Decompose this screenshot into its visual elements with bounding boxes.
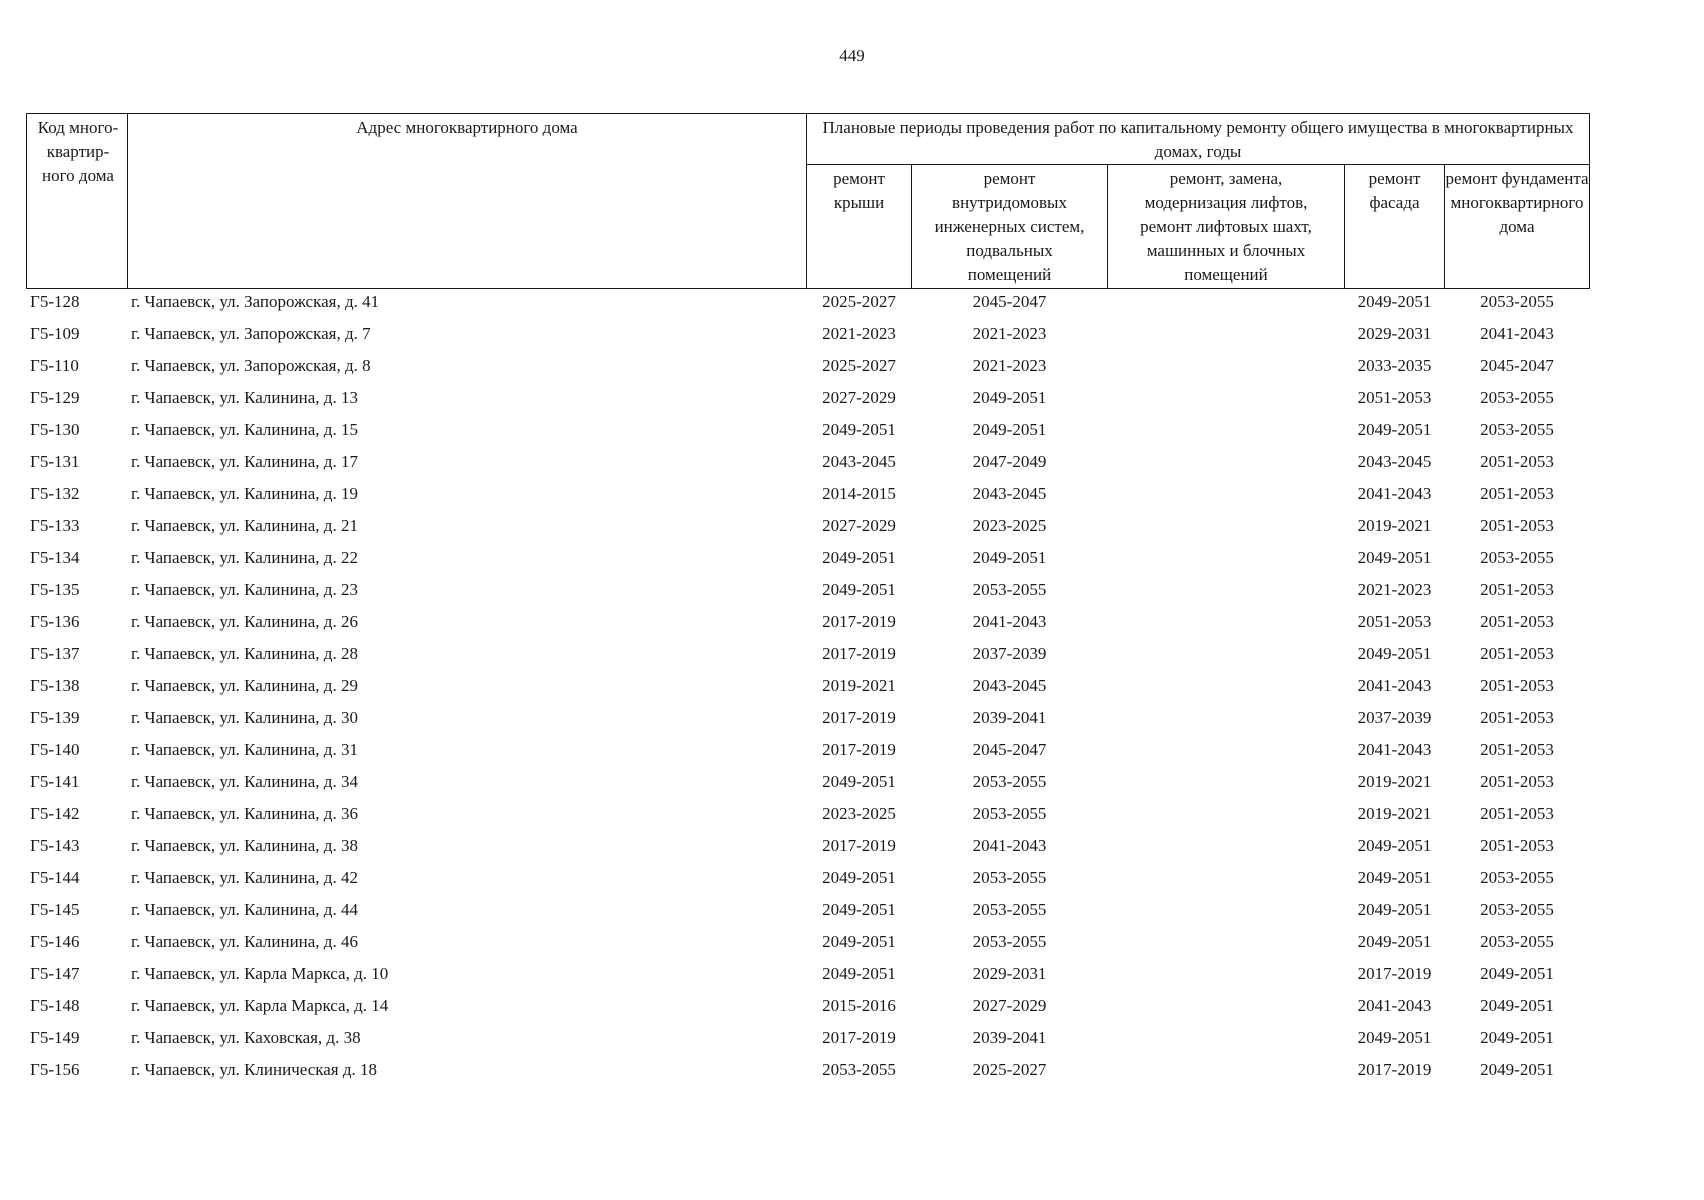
cell-facade: 2033-2035 <box>1357 356 1432 375</box>
cell-engineering: 2045-2047 <box>972 740 1047 759</box>
header-lifts <box>1107 164 1345 289</box>
cell-address: г. Чапаевск, ул. Калинина, д. 26 <box>131 612 358 631</box>
table-row <box>26 609 1590 641</box>
cell-engineering: 2045-2047 <box>972 292 1047 311</box>
cell-engineering: 2037-2039 <box>972 644 1047 663</box>
cell-code: Г5-128 <box>30 292 80 311</box>
header-facade <box>1344 164 1445 289</box>
cell-facade: 2049-2051 <box>1357 420 1432 439</box>
cell-code: Г5-142 <box>30 804 80 823</box>
header-code-line: Код много- <box>37 118 119 137</box>
cell-engineering: 2021-2023 <box>972 324 1047 343</box>
cell-code: Г5-149 <box>30 1028 80 1047</box>
cell-code: Г5-147 <box>30 964 80 983</box>
cell-foundation: 2051-2053 <box>1480 740 1554 759</box>
cell-roof: 2049-2051 <box>822 580 896 599</box>
cell-foundation: 2053-2055 <box>1480 900 1554 919</box>
cell-roof: 2025-2027 <box>822 356 896 375</box>
cell-address: г. Чапаевск, ул. Калинина, д. 42 <box>131 868 358 887</box>
table-row <box>26 289 1590 321</box>
cell-foundation: 2051-2053 <box>1480 708 1554 727</box>
cell-code: Г5-146 <box>30 932 80 951</box>
cell-engineering: 2047-2049 <box>972 452 1047 471</box>
table-row <box>26 577 1590 609</box>
cell-roof: 2025-2027 <box>822 292 896 311</box>
cell-facade: 2041-2043 <box>1357 484 1432 503</box>
cell-roof: 2049-2051 <box>822 964 896 983</box>
cell-roof: 2014-2015 <box>822 484 896 503</box>
cell-address: г. Чапаевск, ул. Калинина, д. 34 <box>131 772 358 791</box>
cell-address: г. Чапаевск, ул. Калинина, д. 13 <box>131 388 358 407</box>
header-foundation <box>1444 164 1590 289</box>
cell-engineering: 2049-2051 <box>972 548 1047 567</box>
cell-facade: 2049-2051 <box>1357 1028 1432 1047</box>
cell-facade: 2019-2021 <box>1357 516 1432 535</box>
cell-facade: 2049-2051 <box>1357 868 1432 887</box>
cell-roof: 2027-2029 <box>822 388 896 407</box>
cell-facade: 2041-2043 <box>1357 996 1432 1015</box>
cell-address: г. Чапаевск, ул. Калинина, д. 17 <box>131 452 358 471</box>
header-facade-line: ремонт <box>1368 169 1421 188</box>
header-roof-line: ремонт <box>833 169 885 188</box>
cell-foundation: 2053-2055 <box>1480 932 1554 951</box>
header-lifts-line: машинных и блочных <box>1146 241 1306 260</box>
cell-foundation: 2051-2053 <box>1480 772 1554 791</box>
table-row <box>26 833 1590 865</box>
cell-facade: 2049-2051 <box>1357 932 1432 951</box>
cell-address: г. Чапаевск, ул. Калинина, д. 44 <box>131 900 358 919</box>
header-roof <box>806 164 912 289</box>
cell-engineering: 2025-2027 <box>972 1060 1047 1079</box>
cell-code: Г5-129 <box>30 388 80 407</box>
cell-code: Г5-131 <box>30 452 80 471</box>
cell-code: Г5-144 <box>30 868 80 887</box>
cell-code: Г5-134 <box>30 548 80 567</box>
cell-facade: 2019-2021 <box>1357 772 1432 791</box>
header-code-line: квартир- <box>46 142 110 161</box>
cell-engineering: 2043-2045 <box>972 484 1047 503</box>
table-row <box>26 353 1590 385</box>
cell-foundation: 2053-2055 <box>1480 292 1554 311</box>
cell-address: г. Чапаевск, ул. Калинина, д. 23 <box>131 580 358 599</box>
cell-facade: 2041-2043 <box>1357 740 1432 759</box>
cell-engineering: 2021-2023 <box>972 356 1047 375</box>
cell-code: Г5-148 <box>30 996 80 1015</box>
cell-facade: 2043-2045 <box>1357 452 1432 471</box>
table-row <box>26 481 1590 513</box>
header-foundation-line: дома <box>1499 217 1535 236</box>
table-row <box>26 449 1590 481</box>
cell-foundation: 2045-2047 <box>1480 356 1554 375</box>
cell-address: г. Чапаевск, ул. Калинина, д. 46 <box>131 932 358 951</box>
table-row <box>26 673 1590 705</box>
cell-engineering: 2053-2055 <box>972 932 1047 951</box>
cell-facade: 2049-2051 <box>1357 836 1432 855</box>
cell-foundation: 2051-2053 <box>1480 580 1554 599</box>
cell-foundation: 2049-2051 <box>1480 996 1554 1015</box>
cell-address: г. Чапаевск, ул. Калинина, д. 31 <box>131 740 358 759</box>
cell-roof: 2049-2051 <box>822 420 896 439</box>
cell-foundation: 2053-2055 <box>1480 548 1554 567</box>
cell-roof: 2017-2019 <box>822 740 896 759</box>
table-row <box>26 545 1590 577</box>
table-row <box>26 417 1590 449</box>
header-engineering-line: помещений <box>967 265 1052 284</box>
page-number: 449 <box>839 46 865 65</box>
cell-foundation: 2049-2051 <box>1480 964 1554 983</box>
cell-facade: 2021-2023 <box>1357 580 1432 599</box>
table-row <box>26 1057 1590 1089</box>
cell-code: Г5-143 <box>30 836 80 855</box>
cell-roof: 2023-2025 <box>822 804 896 823</box>
cell-roof: 2053-2055 <box>822 1060 896 1079</box>
table-row <box>26 769 1590 801</box>
cell-engineering: 2023-2025 <box>972 516 1047 535</box>
table-row <box>26 321 1590 353</box>
cell-address: г. Чапаевск, ул. Калинина, д. 19 <box>131 484 358 503</box>
header-lifts-line: помещений <box>1184 265 1268 284</box>
cell-facade: 2051-2053 <box>1357 388 1432 407</box>
cell-engineering: 2053-2055 <box>972 804 1047 823</box>
cell-code: Г5-136 <box>30 612 80 631</box>
cell-roof: 2027-2029 <box>822 516 896 535</box>
cell-address: г. Чапаевск, ул. Калинина, д. 29 <box>131 676 358 695</box>
cell-engineering: 2041-2043 <box>972 612 1047 631</box>
cell-foundation: 2049-2051 <box>1480 1060 1554 1079</box>
cell-engineering: 2053-2055 <box>972 772 1047 791</box>
table-row <box>26 385 1590 417</box>
cell-address: г. Чапаевск, ул. Калинина, д. 22 <box>131 548 358 567</box>
cell-code: Г5-145 <box>30 900 80 919</box>
table-row <box>26 929 1590 961</box>
header-engineering-line: ремонт <box>983 169 1036 188</box>
header-engineering <box>911 164 1108 289</box>
cell-facade: 2017-2019 <box>1357 1060 1432 1079</box>
header-plan-period: Плановые периоды проведения работ по капитальному ремонту общего имущества в многоквартирных домах, годы <box>806 113 1590 165</box>
header-engineering-line: инженерных систем, <box>934 217 1085 236</box>
table-row <box>26 513 1590 545</box>
header-code <box>26 113 128 289</box>
table-row <box>26 865 1590 897</box>
cell-facade: 2051-2053 <box>1357 612 1432 631</box>
cell-engineering: 2049-2051 <box>972 388 1047 407</box>
cell-facade: 2041-2043 <box>1357 676 1432 695</box>
cell-code: Г5-138 <box>30 676 80 695</box>
cell-engineering: 2029-2031 <box>972 964 1047 983</box>
table-body <box>26 289 1590 1089</box>
header-engineering-line: внутридомовых <box>952 193 1067 212</box>
header-lifts-line: ремонт лифтовых шахт, <box>1140 217 1312 236</box>
cell-facade: 2037-2039 <box>1357 708 1432 727</box>
cell-foundation: 2053-2055 <box>1480 420 1554 439</box>
cell-address: г. Чапаевск, ул. Калинина, д. 38 <box>131 836 358 855</box>
cell-engineering: 2053-2055 <box>972 580 1047 599</box>
table-header <box>26 113 1590 289</box>
header-code-line: ного дома <box>42 166 114 185</box>
cell-engineering: 2049-2051 <box>972 420 1047 439</box>
cell-address: г. Чапаевск, ул. Калинина, д. 30 <box>131 708 358 727</box>
cell-address: г. Чапаевск, ул. Калинина, д. 21 <box>131 516 358 535</box>
cell-facade: 2049-2051 <box>1357 548 1432 567</box>
cell-engineering: 2043-2045 <box>972 676 1047 695</box>
cell-roof: 2017-2019 <box>822 612 896 631</box>
cell-address: г. Чапаевск, ул. Карла Маркса, д. 14 <box>131 996 389 1015</box>
cell-address: г. Чапаевск, ул. Запорожская, д. 7 <box>131 324 371 343</box>
cell-address: г. Чапаевск, ул. Клиническая д. 18 <box>131 1060 378 1079</box>
table-row <box>26 801 1590 833</box>
cell-facade: 2017-2019 <box>1357 964 1432 983</box>
cell-foundation: 2053-2055 <box>1480 388 1554 407</box>
cell-foundation: 2051-2053 <box>1480 644 1554 663</box>
cell-foundation: 2049-2051 <box>1480 1028 1554 1047</box>
cell-address: г. Чапаевск, ул. Калинина, д. 36 <box>131 804 358 823</box>
cell-address: г. Чапаевск, ул. Каховская, д. 38 <box>131 1028 361 1047</box>
header-lifts-line: модернизация лифтов, <box>1144 193 1308 212</box>
cell-code: Г5-135 <box>30 580 80 599</box>
cell-roof: 2043-2045 <box>822 452 896 471</box>
header-foundation-line: ремонт фундамента <box>1445 169 1589 188</box>
cell-roof: 2049-2051 <box>822 772 896 791</box>
cell-address: г. Чапаевск, ул. Калинина, д. 28 <box>131 644 358 663</box>
cell-engineering: 2039-2041 <box>972 1028 1047 1047</box>
header-facade-line: фасада <box>1369 193 1420 212</box>
cell-roof: 2049-2051 <box>822 900 896 919</box>
cell-foundation: 2051-2053 <box>1480 836 1554 855</box>
cell-facade: 2049-2051 <box>1357 292 1432 311</box>
cell-address: г. Чапаевск, ул. Калинина, д. 15 <box>131 420 358 439</box>
cell-facade: 2019-2021 <box>1357 804 1432 823</box>
cell-engineering: 2039-2041 <box>972 708 1047 727</box>
cell-roof: 2049-2051 <box>822 868 896 887</box>
cell-foundation: 2053-2055 <box>1480 868 1554 887</box>
cell-foundation: 2051-2053 <box>1480 612 1554 631</box>
cell-foundation: 2051-2053 <box>1480 452 1554 471</box>
cell-roof: 2019-2021 <box>822 676 896 695</box>
cell-foundation: 2051-2053 <box>1480 676 1554 695</box>
cell-roof: 2017-2019 <box>822 836 896 855</box>
table-row <box>26 641 1590 673</box>
cell-code: Г5-141 <box>30 772 80 791</box>
cell-address: г. Чапаевск, ул. Запорожская, д. 8 <box>131 356 371 375</box>
table-row <box>26 737 1590 769</box>
cell-roof: 2049-2051 <box>822 548 896 567</box>
table-row <box>26 1025 1590 1057</box>
cell-code: Г5-130 <box>30 420 80 439</box>
cell-foundation: 2041-2043 <box>1480 324 1554 343</box>
cell-engineering: 2053-2055 <box>972 868 1047 887</box>
cell-engineering: 2053-2055 <box>972 900 1047 919</box>
cell-foundation: 2051-2053 <box>1480 484 1554 503</box>
header-foundation-line: многоквартирного <box>1450 193 1584 212</box>
cell-engineering: 2027-2029 <box>972 996 1047 1015</box>
cell-roof: 2017-2019 <box>822 708 896 727</box>
table-row <box>26 897 1590 929</box>
cell-roof: 2021-2023 <box>822 324 896 343</box>
cell-code: Г5-156 <box>30 1060 80 1079</box>
cell-code: Г5-132 <box>30 484 80 503</box>
cell-roof: 2015-2016 <box>822 996 896 1015</box>
header-engineering-line: подвальных <box>966 241 1053 260</box>
cell-address: г. Чапаевск, ул. Карла Маркса, д. 10 <box>131 964 389 983</box>
cell-foundation: 2051-2053 <box>1480 804 1554 823</box>
cell-facade: 2029-2031 <box>1357 324 1432 343</box>
cell-roof: 2017-2019 <box>822 1028 896 1047</box>
cell-facade: 2049-2051 <box>1357 900 1432 919</box>
table-row <box>26 961 1590 993</box>
header-roof-line: крыши <box>833 193 885 212</box>
cell-code: Г5-139 <box>30 708 80 727</box>
table-row <box>26 705 1590 737</box>
header-address: Адрес многоквартирного дома <box>127 113 807 289</box>
table-row <box>26 993 1590 1025</box>
cell-code: Г5-140 <box>30 740 80 759</box>
cell-foundation: 2051-2053 <box>1480 516 1554 535</box>
header-lifts-line: ремонт, замена, <box>1169 169 1283 188</box>
cell-facade: 2049-2051 <box>1357 644 1432 663</box>
cell-roof: 2017-2019 <box>822 644 896 663</box>
cell-code: Г5-133 <box>30 516 80 535</box>
cell-code: Г5-110 <box>30 356 79 375</box>
cell-roof: 2049-2051 <box>822 932 896 951</box>
cell-address: г. Чапаевск, ул. Запорожская, д. 41 <box>131 292 380 311</box>
cell-code: Г5-137 <box>30 644 80 663</box>
cell-code: Г5-109 <box>30 324 80 343</box>
cell-engineering: 2041-2043 <box>972 836 1047 855</box>
